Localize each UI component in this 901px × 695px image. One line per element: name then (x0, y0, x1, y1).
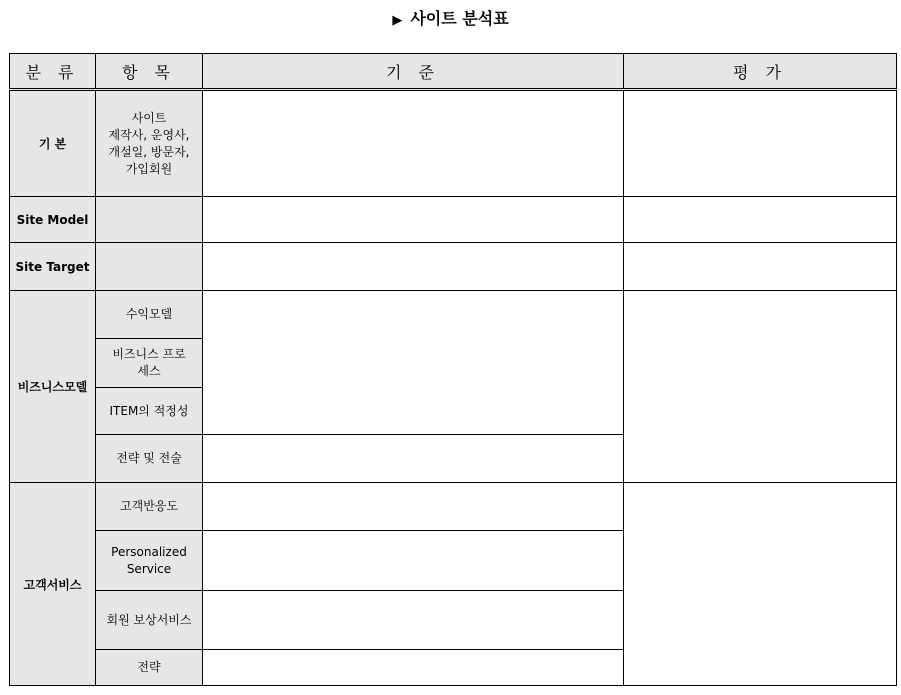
criteria-cell[interactable] (203, 197, 624, 243)
item-business-process: 비즈니스 프로세스 (96, 339, 203, 388)
evaluation-cell[interactable] (624, 483, 897, 686)
item-site-model (96, 197, 203, 243)
item-strategy: 전략 (96, 650, 203, 686)
category-business: 비즈니스모델 (10, 291, 96, 483)
page-title (0, 6, 901, 29)
evaluation-cell[interactable] (624, 291, 897, 483)
title-text: 사이트 분석표 (410, 9, 509, 28)
table-row (10, 197, 897, 243)
analysis-table (9, 53, 897, 686)
item-line: 제작사, 운영사, (108, 127, 190, 142)
criteria-cell[interactable] (203, 243, 624, 291)
header-evaluation: 평 가 (624, 54, 897, 90)
item-line: 사이트 (131, 110, 167, 125)
header-criteria: 기 준 (203, 54, 624, 90)
evaluation-cell[interactable] (624, 90, 897, 197)
item-site-target (96, 243, 203, 291)
table-row (10, 90, 897, 197)
header-row (10, 54, 897, 90)
criteria-cell[interactable] (203, 435, 624, 483)
header-item: 항 목 (96, 54, 203, 90)
item-line: 개설일, 방문자, (108, 144, 190, 159)
criteria-cell[interactable] (203, 90, 624, 197)
criteria-cell[interactable] (203, 650, 624, 686)
criteria-cell[interactable] (203, 291, 624, 435)
criteria-cell[interactable] (203, 591, 624, 650)
item-basic (96, 90, 203, 197)
header-category: 분 류 (10, 54, 96, 90)
evaluation-cell[interactable] (624, 197, 897, 243)
category-site-target: Site Target (10, 243, 96, 291)
category-site-model: Site Model (10, 197, 96, 243)
item-appropriateness: ITEM의 적정성 (96, 388, 203, 435)
category-customer-service: 고객서비스 (10, 483, 96, 686)
category-basic: 기 본 (10, 90, 96, 197)
item-customer-response: 고객반응도 (96, 483, 203, 531)
item-member-rewards: 회원 보상서비스 (96, 591, 203, 650)
criteria-cell[interactable] (203, 483, 624, 531)
evaluation-cell[interactable] (624, 243, 897, 291)
item-revenue-model: 수익모델 (96, 291, 203, 339)
table-row (10, 243, 897, 291)
criteria-cell[interactable] (203, 531, 624, 591)
item-strategy-tactics: 전략 및 전술 (96, 435, 203, 483)
table-row (10, 483, 897, 531)
triangle-right-icon: ▶ (392, 13, 403, 28)
table-row (10, 291, 897, 339)
item-line: 가입회원 (125, 161, 173, 176)
item-personalized-service: Personalized Service (96, 531, 203, 591)
